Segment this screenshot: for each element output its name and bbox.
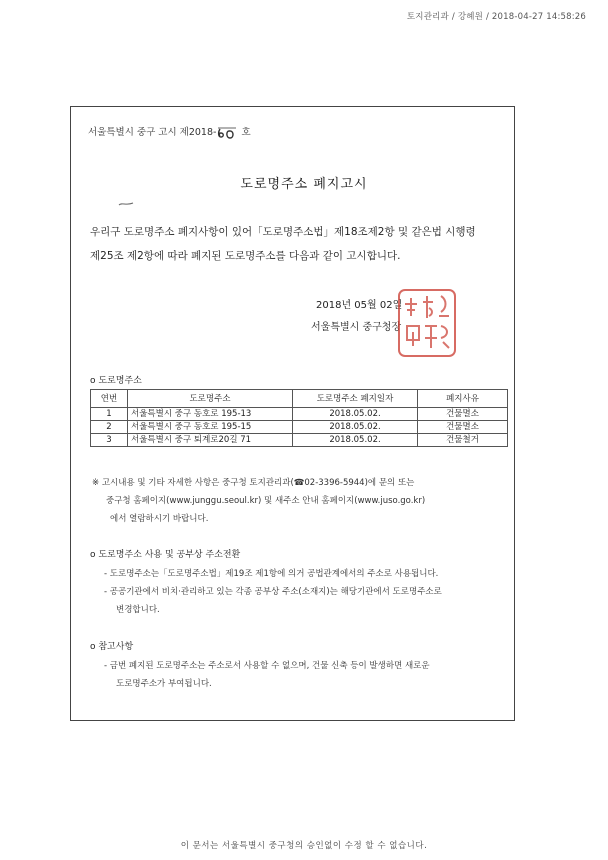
cell-reason: 건물철거 [418, 434, 508, 447]
cell-number: 2 [91, 421, 128, 434]
print-datetime: 2018-04-27 14:58:26 [491, 12, 586, 22]
reference-item-line-2: 도로명주소가 부여됩니다. [116, 679, 212, 689]
column-header-address: 도로명주소 [128, 390, 293, 408]
notice-issuer: 서울특별시 중구청장 [311, 322, 402, 333]
handwritten-number-icon [216, 126, 238, 140]
conversion-item-2-line-2: 변경합니다. [116, 605, 160, 615]
notice-date: 2018년 05월 02일 [316, 300, 403, 311]
column-header-number: 연번 [91, 390, 128, 408]
cell-reason: 건물멸소 [418, 421, 508, 434]
column-header-reason: 폐지사유 [418, 390, 508, 408]
section-address-conversion-title: o 도로명주소 사용 및 공부상 주소전환 [90, 550, 241, 560]
official-seal-icon [393, 286, 461, 362]
section-reference-title: o 참고사항 [90, 642, 134, 652]
department-name: 토지관리과 [406, 12, 449, 22]
cell-address: 서울특별시 중구 동호로 195-15 [128, 421, 293, 434]
inquiry-note [92, 474, 502, 528]
notice-body-line-2: 제25조 제2항에 따라 폐지된 도로명주소를 다음과 같이 고시합니다. [90, 250, 401, 262]
note-line-2: 중구청 홈페이지(www.junggu.seoul.kr) 및 새주소 안내 홈페이지(www.juso.go.kr) [106, 496, 426, 506]
cell-abolish-date: 2018.05.02. [293, 408, 418, 421]
cell-abolish-date: 2018.05.02. [293, 434, 418, 447]
note-line-1: ※ 고시내용 및 기타 자세한 사항은 중구청 토지관리과(☎02-3396-5944)에 문의 또는 [92, 478, 415, 488]
table-row [91, 421, 508, 434]
document-print-header: 토지관리과 / 강혜원 / 2018-04-27 14:58:26 [406, 12, 586, 22]
user-name: 강혜원 [457, 12, 484, 22]
notice-number-suffix: 호 [241, 127, 251, 138]
cell-address: 서울특별시 중구 퇴계로20길 71 [128, 434, 293, 447]
road-address-table [90, 389, 508, 447]
note-line-3: 에서 열람하시기 바랍니다. [110, 514, 209, 524]
cell-number: 1 [91, 408, 128, 421]
notice-body-line-1: 우리구 도로명주소 폐지사항이 있어「도로명주소법」제18조제2항 및 같은법 시행령 [90, 226, 476, 238]
notice-number-prefix: 서울특별시 중구 고시 제2018- [88, 127, 217, 138]
notice-body [90, 220, 510, 268]
table-header-row [91, 390, 508, 408]
document-footer: 이 문서는 서울특별시 중구청의 승인없이 수정 할 수 없습니다. [180, 841, 428, 851]
section-road-address-title: o 도로명주소 [90, 376, 142, 386]
reference-item-line-1: - 금번 폐지된 도로명주소는 주소로서 사용할 수 없으며, 건물 신축 등이 발생하면 새로운 [104, 661, 430, 671]
notice-number [88, 124, 251, 140]
cell-abolish-date: 2018.05.02. [293, 421, 418, 434]
conversion-item-1: - 도로명주소는「도로명주소법」제19조 제1항에 의거 공법관계에서의 주소로 사용됩니다. [104, 569, 439, 579]
notice-title: 도로명주소 폐지고시 [240, 177, 368, 192]
cell-address: 서울특별시 중구 동호로 195-13 [128, 408, 293, 421]
table-row [91, 408, 508, 421]
cell-reason: 건물멸소 [418, 408, 508, 421]
conversion-item-2-line-1: - 공공기관에서 비치·관리하고 있는 각종 공부상 주소(소재지)는 해당기관에서 도로명주소로 [104, 587, 442, 597]
scribble-mark-icon [118, 200, 134, 208]
cell-number: 3 [91, 434, 128, 447]
column-header-abolish-date: 도로명주소 폐지일자 [293, 390, 418, 408]
table-row [91, 434, 508, 447]
